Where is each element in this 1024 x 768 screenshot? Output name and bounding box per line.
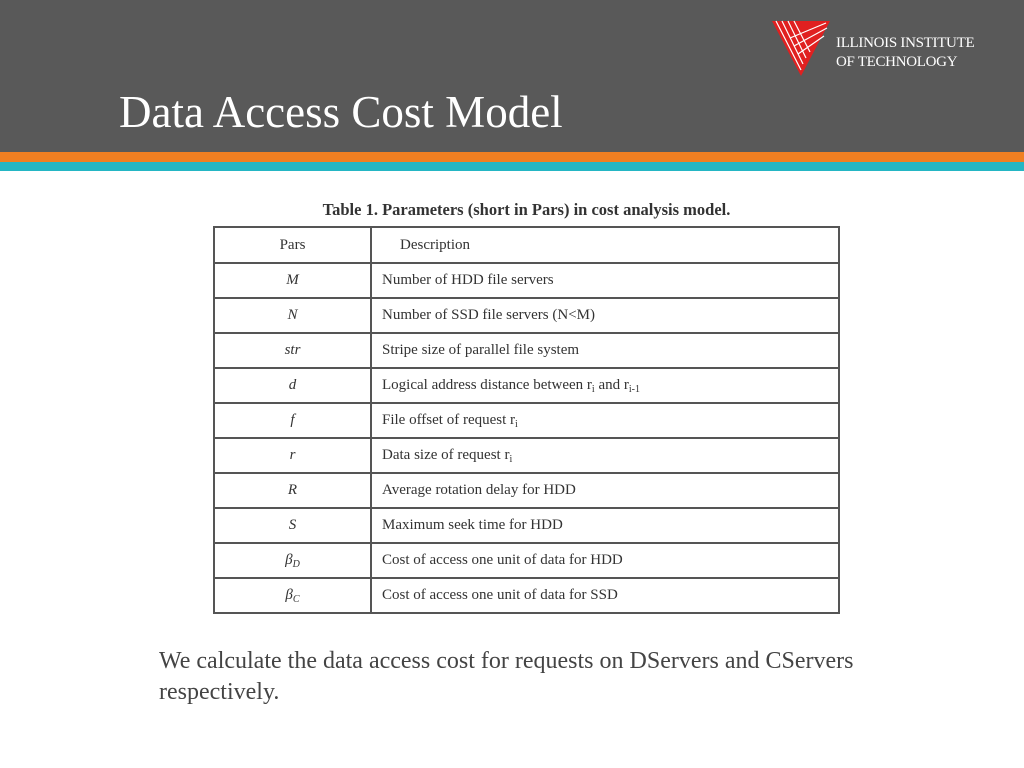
table-row — [214, 403, 839, 438]
iit-logo-icon — [770, 18, 832, 80]
desc-cell: Stripe size of parallel file system — [371, 333, 839, 368]
desc-text-2: and r — [594, 377, 629, 393]
logo-text — [836, 34, 974, 72]
header-pars: Pars — [214, 227, 371, 263]
table-row — [214, 263, 839, 298]
par-cell: M — [214, 263, 371, 298]
table-row — [214, 333, 839, 368]
desc-subscript: i — [591, 384, 595, 395]
header-description: Description — [371, 227, 839, 263]
par-subscript: C — [292, 594, 300, 605]
par-cell — [214, 543, 371, 578]
par-cell: str — [214, 333, 371, 368]
par-cell: d — [214, 368, 371, 403]
teal-stripe — [0, 162, 1024, 171]
desc-cell: Number of HDD file servers — [371, 263, 839, 298]
par-subscript: D — [292, 559, 300, 570]
logo-line-1: ILLINOIS INSTITUTE — [836, 35, 975, 51]
parameters-table — [213, 226, 840, 614]
par-cell: f — [214, 403, 371, 438]
desc-cell — [371, 403, 839, 438]
logo-line-2: OF TECHNOLOGY — [836, 54, 958, 70]
desc-cell: Cost of access one unit of data for SSD — [371, 578, 839, 613]
table-header-row — [214, 227, 839, 263]
par-cell: r — [214, 438, 371, 473]
table-row — [214, 473, 839, 508]
header-bar — [0, 0, 1024, 152]
table-row — [214, 438, 839, 473]
table-row — [214, 368, 839, 403]
par-cell — [214, 578, 371, 613]
orange-stripe — [0, 152, 1024, 162]
desc-cell: Number of SSD file servers (N<M) — [371, 298, 839, 333]
table-caption: Table 1. Parameters (short in Pars) in cost analysis model. — [322, 200, 731, 219]
desc-cell — [371, 438, 839, 473]
par-cell: R — [214, 473, 371, 508]
table-row — [214, 298, 839, 333]
desc-cell — [371, 368, 839, 403]
par-symbol: β — [285, 552, 293, 568]
desc-text: File offset of request r — [382, 412, 516, 428]
desc-cell: Cost of access one unit of data for HDD — [371, 543, 839, 578]
desc-subscript-2: i-1 — [628, 384, 640, 395]
desc-text: Logical address distance between r — [382, 377, 592, 393]
desc-cell: Maximum seek time for HDD — [371, 508, 839, 543]
table-row — [214, 508, 839, 543]
body-paragraph: We calculate the data access cost for requests on DServers and CServers respectively. — [159, 648, 854, 705]
table-row — [214, 543, 839, 578]
table-row — [214, 578, 839, 613]
desc-subscript: i — [509, 454, 513, 465]
desc-text: Data size of request r — [382, 447, 510, 463]
par-symbol: β — [285, 587, 293, 603]
par-cell: N — [214, 298, 371, 333]
desc-cell: Average rotation delay for HDD — [371, 473, 839, 508]
desc-subscript: i — [515, 419, 518, 430]
par-cell: S — [214, 508, 371, 543]
slide-title: Data Access Cost Model — [119, 87, 563, 137]
